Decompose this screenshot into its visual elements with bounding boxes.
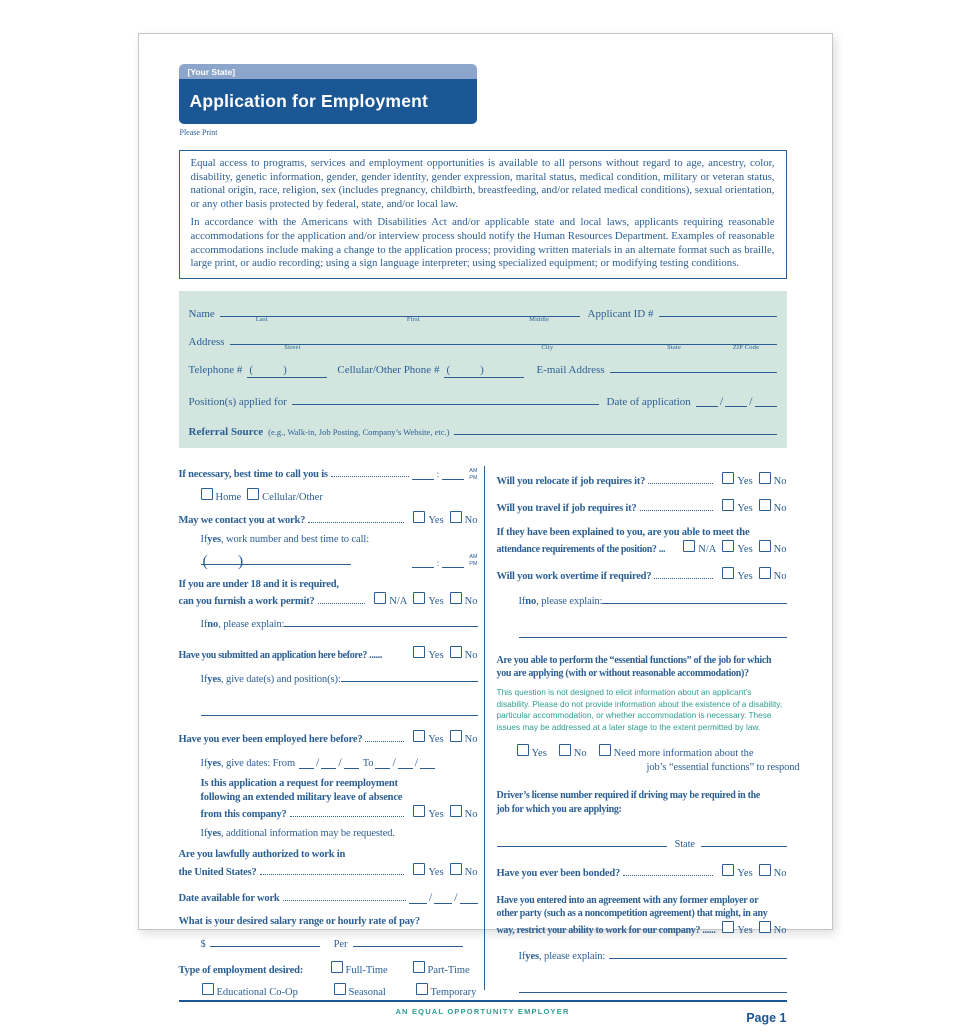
if-no-bold: no — [207, 618, 219, 630]
name-last-sublabel: Last — [255, 315, 268, 323]
checkbox-travel-yes[interactable] — [722, 499, 734, 511]
date-slash: / — [392, 754, 396, 769]
row-relocate — [497, 472, 787, 489]
no-label: No — [773, 924, 787, 936]
row-agreement-1 — [497, 894, 787, 908]
yes-label: Yes — [737, 868, 753, 880]
notice-paragraph-2: In accordance with the Americans with Disabilities Act and/or applicable state and local laws, applicants requiring reasonable accommodations for the application and/or interview process should notify the Human Resources Department. Examples of reasonable accommodations include making a change to the application process; providing written materials in an alternate format such as braille, large print, or audio recording; using a sign language interpreter; using specialized equipment; or modifying testing conditions. — [190, 216, 775, 270]
question-contact-work: May we contact you at work? — [178, 515, 306, 527]
if-no-post: , please explain: — [536, 595, 603, 607]
option-seasonal — [334, 983, 416, 1000]
checkbox-permit-na[interactable] — [374, 592, 386, 604]
row-if-yes-dates-positions — [201, 669, 478, 687]
row-attendance-1 — [497, 526, 787, 540]
row-salary-fields — [201, 934, 478, 952]
checkbox-reemploy-yes[interactable] — [413, 805, 425, 817]
address-street-sublabel: Street — [284, 343, 301, 351]
row-license-2 — [497, 803, 787, 817]
checkbox-need-more-info[interactable] — [599, 744, 611, 756]
am-pm-label — [469, 468, 477, 482]
state-label: State — [674, 839, 695, 851]
form-header — [179, 64, 477, 124]
checkbox-travel-no[interactable] — [759, 499, 771, 511]
left-column — [179, 460, 478, 1000]
question-employed-before: Have you ever been employed here before? — [178, 734, 363, 746]
checkbox-educational-coop[interactable] — [202, 983, 214, 995]
cellular-label: Cellular/Other Phone # — [337, 363, 440, 376]
available-date-line[interactable] — [434, 903, 452, 904]
row-salary-question — [179, 915, 478, 929]
row-work-number-time — [201, 551, 478, 569]
row-submitted-before — [179, 646, 478, 663]
checkbox-relocate-no[interactable] — [759, 472, 771, 484]
close-paren: ) — [480, 363, 484, 376]
to-date-line[interactable] — [398, 768, 413, 769]
row-under18-1 — [179, 578, 478, 592]
dotted-leader — [308, 522, 404, 523]
row-agreement-3 — [497, 921, 787, 938]
if-yes-pre: If — [200, 757, 208, 769]
personal-info-section — [179, 291, 787, 448]
if-no-bold: no — [525, 595, 537, 607]
question-agreement-line2: other party (such as a noncompetition agreement) that might, in any — [496, 908, 768, 920]
if-yes-pre: If — [200, 534, 208, 546]
row-employment-type — [179, 961, 478, 978]
state-tab: [Your State] — [179, 64, 477, 79]
yes-label: Yes — [737, 475, 753, 487]
if-yes-bold: yes — [207, 674, 221, 686]
row-employed-before — [179, 730, 478, 747]
dotted-leader — [331, 476, 409, 477]
row-overtime — [497, 567, 787, 584]
checkbox-home[interactable] — [201, 488, 213, 500]
page-number: Page 1 — [746, 1010, 787, 1025]
yes-label: Yes — [531, 747, 547, 759]
referral-input-line[interactable] — [454, 422, 776, 435]
question-reemploy-line1: Is this application a request for reemployment — [200, 777, 398, 789]
need-more-info-label-line1: Need more information about the — [613, 747, 754, 759]
row-reemploy-2 — [201, 791, 478, 805]
if-yes-post: , give dates: From — [221, 757, 296, 769]
yes-label: Yes — [428, 515, 444, 527]
yes-label: Yes — [428, 866, 444, 878]
checkbox-relocate-yes[interactable] — [722, 472, 734, 484]
address-label: Address — [188, 335, 225, 348]
yes-label: Yes — [737, 571, 753, 583]
checkbox-lawful-yes[interactable] — [413, 863, 425, 875]
date-of-application-label: Date of application — [606, 395, 691, 408]
telephone-label: Telephone # — [188, 363, 243, 376]
dollar-sign: $ — [200, 939, 206, 951]
work-number-input-line[interactable] — [201, 551, 351, 571]
checkbox-essential-yes[interactable] — [517, 744, 529, 756]
no-label: No — [464, 866, 478, 878]
per-input-line[interactable] — [353, 934, 463, 947]
continuation-input-line[interactable] — [519, 980, 787, 993]
no-label: No — [773, 475, 787, 487]
yes-label: Yes — [737, 502, 753, 514]
row-if-yes-info — [201, 827, 478, 841]
date-month-line[interactable] — [696, 406, 718, 407]
equal-opportunity-text: AN EQUAL OPPORTUNITY EMPLOYER — [395, 1006, 570, 1016]
name-row — [188, 304, 777, 323]
if-no-post: , please explain: — [218, 618, 285, 630]
question-submitted-before: Have you submitted an application here before? ...... — [178, 650, 383, 662]
row-if-yes-work-number — [201, 533, 478, 547]
checkbox-seasonal[interactable] — [334, 983, 346, 995]
educational-coop-label: Educational Co-Op — [216, 986, 298, 998]
checkbox-contact-no[interactable] — [450, 511, 462, 523]
question-reemploy-line2: following an extended military leave of absence — [200, 791, 403, 803]
referral-source-note: (e.g., Walk-in, Job Posting, Company’s Website, etc.) — [268, 426, 450, 437]
applicant-id-label: Applicant ID # — [587, 307, 654, 320]
address-row — [188, 332, 777, 351]
date-slash: / — [719, 393, 724, 408]
cellular-other-label: Cellular/Other — [262, 491, 323, 503]
question-lawful-line2: the United States? — [178, 866, 257, 878]
question-license-line2: job for which you are applying: — [496, 803, 622, 815]
address-input-line[interactable] — [230, 332, 777, 351]
row-if-yes-explain — [519, 946, 787, 964]
date-slash: / — [454, 889, 458, 904]
dotted-leader — [318, 603, 366, 604]
no-label: No — [464, 809, 478, 821]
checkbox-attendance-no[interactable] — [759, 540, 771, 552]
question-relocate: Will you relocate if job requires it? — [496, 475, 646, 487]
yes-label: Yes — [737, 544, 753, 556]
date-slash: / — [428, 889, 433, 904]
question-attendance-line1: If they have been explained to you, are you able to meet the — [496, 527, 750, 539]
close-paren: ) — [237, 553, 244, 571]
footer-line — [179, 1005, 787, 1031]
if-yes-post: , give date(s) and position(s): — [221, 674, 341, 686]
to-date-line[interactable] — [375, 768, 390, 769]
date-slash: / — [316, 754, 320, 769]
yes-label: Yes — [428, 734, 444, 746]
no-label: No — [773, 868, 787, 880]
per-label: Per — [333, 939, 348, 951]
if-yes-pre: If — [200, 828, 208, 840]
position-input-line[interactable] — [292, 392, 599, 405]
pm-label: PM — [469, 474, 478, 481]
salary-input-line[interactable] — [210, 934, 320, 947]
eeo-notice-box — [179, 150, 787, 279]
if-yes-post: , additional information may be requested. — [221, 828, 395, 840]
row-home-cellular — [201, 488, 478, 505]
row-continuation-line — [201, 703, 478, 716]
questions-area — [178, 460, 800, 1000]
if-yes-bold: yes — [207, 757, 221, 769]
row-lawful-2 — [179, 863, 478, 880]
time-hour-line[interactable] — [412, 567, 434, 568]
dotted-leader — [290, 816, 405, 817]
need-more-info-label-line2: job’s “essential functions” to respond — [646, 762, 800, 774]
dotted-leader — [654, 578, 713, 579]
email-label: E-mail Address — [536, 363, 605, 376]
checkbox-lawful-no[interactable] — [450, 863, 462, 875]
no-label: No — [464, 650, 478, 662]
am-pm-label — [469, 554, 477, 568]
continuation-input-line[interactable] — [519, 625, 787, 638]
to-label: To — [362, 757, 374, 769]
row-date-available — [179, 889, 478, 906]
date-slash: / — [414, 754, 419, 769]
from-date-line[interactable] — [321, 768, 336, 769]
question-attendance-line2: attendance requirements of the position? ... — [496, 544, 666, 556]
row-reemploy-1 — [201, 777, 478, 791]
yes-label: Yes — [428, 809, 444, 821]
pm-label: PM — [469, 560, 478, 567]
if-yes-pre: If — [518, 950, 526, 962]
checkbox-permit-yes[interactable] — [413, 592, 425, 604]
application-form-page — [138, 33, 833, 1025]
question-under18-line1: If you are under 18 and it is required, — [178, 578, 339, 590]
option-full-time — [331, 961, 413, 978]
referral-source-label: Referral Source — [188, 425, 264, 438]
checkbox-attendance-na[interactable] — [683, 540, 695, 552]
continuation-input-line[interactable] — [201, 703, 478, 716]
row-if-no-explain — [519, 591, 787, 609]
question-bonded: Have you ever been bonded? — [496, 868, 621, 880]
full-time-label: Full-Time — [345, 965, 388, 977]
question-best-time: If necessary, best time to call you is — [178, 468, 328, 480]
no-label: No — [773, 571, 787, 583]
time-hour-line[interactable] — [412, 479, 434, 480]
if-yes-bold: yes — [525, 950, 539, 962]
part-time-label: Part-Time — [427, 965, 470, 977]
question-essential-line1: Are you able to perform the “essential functions” of the job for which — [496, 654, 772, 666]
date-day-line[interactable] — [725, 406, 747, 407]
option-educational-coop — [202, 983, 334, 1000]
checkbox-permit-no[interactable] — [450, 592, 462, 604]
checkbox-overtime-yes[interactable] — [722, 567, 734, 579]
row-employment-type-2 — [202, 983, 478, 1000]
row-attendance-2 — [497, 540, 787, 557]
if-no-pre: If — [200, 618, 208, 630]
dotted-leader — [283, 900, 406, 901]
from-date-line[interactable] — [344, 768, 359, 769]
row-continuation-line — [519, 625, 787, 638]
if-yes-post: , please explain: — [539, 950, 606, 962]
row-essential-options — [517, 744, 787, 761]
to-date-line[interactable] — [420, 768, 435, 769]
license-state-input-line[interactable] — [701, 834, 787, 847]
address-city-sublabel: City — [541, 343, 554, 351]
checkbox-contact-yes[interactable] — [413, 511, 425, 523]
email-input-line[interactable] — [610, 360, 777, 373]
question-travel: Will you travel if job requires it? — [496, 502, 637, 514]
notice-paragraph-1: Equal access to programs, services and employment opportunities is available to all persons without regard to age, ancestry, color, disability, genetic information, gender, gender identity, gender expression, marital status, medical condition, military or veteran status, national origin, race, religion, sex (includes pregnancy, childbirth, breastfeeding, and/or related medical conditions), sexual orientation, or any other basis protected by federal, state, and/or local law. — [190, 157, 775, 210]
available-date-line[interactable] — [409, 903, 427, 904]
question-salary: What is your desired salary range or hourly rate of pay? — [178, 915, 420, 927]
row-need-more-info-2 — [646, 761, 800, 775]
question-agreement-line1: Have you entered into an agreement with any former employer or — [496, 894, 759, 906]
na-label: N/A — [389, 595, 408, 607]
no-label: No — [573, 747, 587, 759]
explain-input-line[interactable] — [609, 946, 786, 959]
cellular-input-line[interactable] — [444, 364, 524, 378]
row-reemploy-3 — [201, 805, 478, 822]
date-slash: / — [338, 754, 342, 769]
available-date-line[interactable] — [460, 903, 478, 904]
open-paren: ( — [249, 363, 254, 376]
question-license-line1: Driver’s license number required if driving may be required in the — [496, 790, 761, 802]
footer-rule — [179, 1000, 787, 1002]
please-print-note: Please Print — [179, 128, 218, 137]
open-paren: ( — [202, 553, 208, 571]
yes-label: Yes — [428, 595, 444, 607]
if-yes-post: , work number and best time to call: — [221, 534, 370, 546]
no-label: No — [773, 544, 787, 556]
name-label: Name — [188, 307, 215, 320]
row-license-field — [497, 834, 787, 852]
if-no-pre: If — [518, 595, 526, 607]
address-state-sublabel: State — [667, 343, 682, 351]
checkbox-employed-no[interactable] — [450, 730, 462, 742]
from-date-line[interactable] — [299, 768, 314, 769]
checkbox-full-time[interactable] — [331, 961, 343, 973]
row-agreement-2 — [497, 907, 787, 921]
question-employment-type: Type of employment desired: — [178, 965, 304, 977]
no-label: No — [464, 595, 478, 607]
date-year-line[interactable] — [755, 406, 777, 407]
checkbox-cellular-other[interactable] — [247, 488, 259, 500]
checkbox-temporary[interactable] — [416, 983, 428, 995]
date-slash: / — [749, 393, 753, 408]
checkbox-agreement-yes[interactable] — [722, 921, 734, 933]
time-minute-line[interactable] — [442, 567, 464, 568]
no-label: No — [464, 515, 478, 527]
question-date-available: Date available for work — [178, 892, 280, 904]
if-yes-bold: yes — [207, 534, 221, 546]
seasonal-label: Seasonal — [348, 986, 386, 998]
phone-row — [189, 360, 777, 378]
time-colon: : — [436, 558, 440, 569]
no-label: No — [773, 502, 787, 514]
time-minute-line[interactable] — [442, 479, 464, 480]
home-label: Home — [215, 491, 242, 503]
name-middle-sublabel: Middle — [529, 315, 550, 323]
row-if-no-explain — [201, 614, 478, 632]
name-first-sublabel: First — [406, 315, 420, 323]
question-essential-line2: you are applying (with or without reasonable accommodation)? — [496, 668, 749, 680]
row-contact-work — [179, 511, 478, 528]
page-footer — [179, 1000, 787, 1031]
am-label: AM — [469, 467, 478, 474]
am-label: AM — [469, 553, 478, 560]
name-input-line[interactable] — [220, 304, 580, 323]
checkbox-overtime-no[interactable] — [759, 567, 771, 579]
applicant-id-input-line[interactable] — [659, 304, 777, 317]
checkbox-part-time[interactable] — [413, 961, 425, 973]
checkbox-bonded-no[interactable] — [759, 864, 771, 876]
checkbox-submitted-no[interactable] — [450, 646, 462, 658]
row-travel — [497, 499, 787, 516]
dotted-leader — [648, 483, 713, 484]
row-essential-1 — [497, 654, 787, 668]
disability-fine-print: This question is not designed to elicit information about an applicant’s disability. Please do not provide information about the existence of a disability, particular accommodation, or whether accommodation is necessary. These issues may be addressed at a later stage to the extent permitted by law. — [496, 686, 783, 733]
row-essential-2 — [497, 667, 787, 681]
position-label: Position(s) applied for — [188, 395, 287, 408]
checkbox-employed-yes[interactable] — [413, 730, 425, 742]
row-under18-2 — [179, 592, 478, 609]
na-label: N/A — [698, 544, 717, 556]
question-under18-line2: can you furnish a work permit? — [178, 595, 315, 607]
question-reemploy-line3: from this company? — [200, 809, 287, 821]
dates-positions-input-line[interactable] — [341, 669, 478, 682]
open-paren: ( — [446, 363, 451, 376]
row-best-time — [179, 468, 478, 482]
question-lawful-line1: Are you lawfully authorized to work in — [178, 849, 346, 861]
question-agreement-line3: way, restrict your ability to work for our company? ...... — [496, 924, 716, 936]
temporary-label: Temporary — [430, 986, 477, 998]
row-bonded — [497, 864, 787, 881]
option-part-time — [413, 961, 470, 978]
dotted-leader — [365, 741, 404, 742]
question-overtime: Will you work overtime if required? — [496, 571, 652, 583]
checkbox-essential-no[interactable] — [559, 744, 571, 756]
checkbox-submitted-yes[interactable] — [413, 646, 425, 658]
dotted-leader — [640, 510, 714, 511]
time-colon: : — [436, 468, 440, 479]
right-column — [485, 460, 800, 1000]
dotted-leader — [260, 874, 405, 875]
option-temporary — [416, 983, 477, 1000]
checkbox-reemploy-no[interactable] — [450, 805, 462, 817]
referral-row — [189, 422, 777, 438]
dotted-leader — [623, 875, 713, 876]
if-yes-bold: yes — [207, 828, 221, 840]
row-license-1 — [497, 789, 787, 803]
telephone-input-line[interactable] — [247, 364, 327, 378]
explain-input-line[interactable] — [602, 591, 786, 604]
row-if-yes-dates — [201, 754, 478, 771]
yes-label: Yes — [737, 924, 753, 936]
checkbox-attendance-yes[interactable] — [722, 540, 734, 552]
checkbox-agreement-no[interactable] — [759, 921, 771, 933]
if-yes-pre: If — [200, 674, 208, 686]
checkbox-bonded-yes[interactable] — [722, 864, 734, 876]
explain-input-line[interactable] — [284, 614, 477, 627]
no-label: No — [464, 734, 478, 746]
yes-label: Yes — [428, 650, 444, 662]
page-title: Application for Employment — [179, 79, 477, 124]
address-zip-sublabel: ZIP Code — [732, 343, 760, 351]
row-continuation-line — [519, 980, 787, 993]
license-number-input-line[interactable] — [497, 834, 667, 847]
position-row — [189, 392, 777, 409]
close-paren: ) — [283, 363, 287, 376]
row-lawful-1 — [179, 848, 478, 862]
